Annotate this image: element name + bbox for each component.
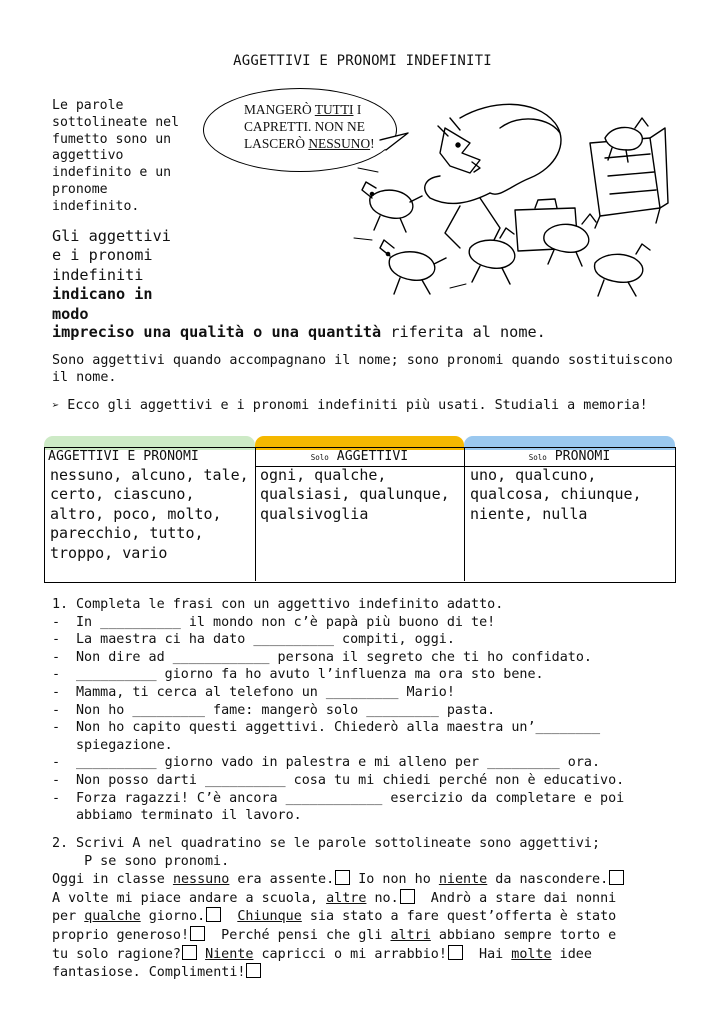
underlined-word: TUTTI [314, 102, 354, 117]
intro-text: Le parole sottolineate nel fumetto sono un aggettivo indefinito e un pronome indefinito. [52, 98, 180, 214]
underlined-word: NESSUNO [308, 136, 371, 151]
list-item: - Non dire ad ____________ persona il segreto che ti ho confidato. [52, 649, 592, 665]
answer-checkbox[interactable] [206, 907, 221, 922]
exercise-2: 2. Scrivi A nel quadratino se le parole sottolineate sono aggettivi; P se sono pronomi. Oggi in classe nessuno era assente. Io non ho niente da nascondere. A volte mi piace andare a scuola, altre no. Andrò a stare dai nonni per qualche giorno. Chiunque sia stato a fare quest’offerta è stato proprio generoso! Perché pensi che gli altri abbiano sempre torto e tu solo ragione? Niente capricci o mi arrabbio! Hai molte idee fantasiose. Complimenti! [52, 835, 692, 982]
list-item: - __________ giorno fa ho avuto l’influenza ma ora sto bene. [52, 667, 544, 683]
list-item: - Non posso darti __________ cosa tu mi chiedi perché non è educativo. [52, 772, 625, 788]
col3-cell: uno, qualcuno, qualcosa, chiunque, niente, nulla [470, 466, 642, 523]
indefiniti-table [44, 436, 675, 582]
list-item: - Forza ragazzi! C’è ancora ____________ esercizio da completare e poi [52, 790, 625, 806]
list-item: - Non ho capito questi aggettivi. Chiederò alla maestra un’________ [52, 720, 601, 736]
exercise-1-instruction: Completa le frasi con un aggettivo indefinito adatto. [76, 597, 504, 612]
speech-bubble-text: MANGERÒ TUTTI I CAPRETTI. NON NE LASCERÒ NESSUNO! [244, 102, 375, 151]
list-item: - Mamma, ti cerca al telefono un _________ Mario! [52, 684, 455, 700]
wolf-and-goats-illustration [350, 98, 670, 316]
definition-continued: impreciso una qualità o una quantità riferita al nome. [52, 323, 546, 341]
column-divider [255, 447, 256, 581]
col1-header: AGGETTIVI E PRONOMI [48, 449, 199, 464]
paragraph-usage: Sono aggettivi quando accompagnano il nome; sono pronomi quando sostituiscono il nome. [52, 353, 673, 386]
answer-checkbox[interactable] [190, 926, 205, 941]
answer-checkbox[interactable] [609, 870, 624, 885]
exercise-1: 1. Completa le frasi con un aggettivo indefinito adatto. - In __________ il mondo non c’è papà più buono di te! - La maestra ci ha dato __________ compiti, oggi. - Non dire ad ____________ persona il segreto che ti ho confidato. - __________ giorno fa ho avuto l’influenza ma ora sto bene. - Mamma, ti cerca al telefono un _________ Mario! - Non ho _________ fame: mangerò solo _________ pasta. - Non ho capito questi aggettivi. Chiederò alla maestra un’________ spiegazione. - __________ giorno vado in palestra e mi alleno per _________ ora. - Non posso darti __________ cosa tu mi chiedi perché non è educativo. - Forza ragazzi! C’è ancora ____________ esercizio da completare e poi abbiamo terminato il lavoro. [52, 596, 692, 825]
list-item: - In __________ il mondo non c’è papà più buono di te! [52, 614, 496, 630]
answer-checkbox[interactable] [400, 889, 415, 904]
definition-block: Gli aggettivi e i pronomi indefiniti indicano in modo [52, 227, 171, 323]
col1-cell: nessuno, alcuno, tale, certo, ciascuno, altro, poco, molto, parecchio, tutto, troppo, vario [50, 466, 249, 562]
paragraph-study: ➢ Ecco gli aggettivi e i pronomi indefiniti più usati. Studiali a memoria! [52, 398, 648, 413]
answer-checkbox[interactable] [448, 945, 463, 960]
col2-cell: ogni, qualche, qualsiasi, qualunque, qualsivoglia [260, 466, 450, 523]
answer-checkbox[interactable] [246, 963, 261, 978]
answer-checkbox[interactable] [335, 870, 350, 885]
list-item: - Non ho _________ fame: mangerò solo _________ pasta. [52, 702, 496, 718]
column-divider [464, 447, 465, 581]
arrow-bullet-icon: ➢ [52, 398, 60, 412]
answer-checkbox[interactable] [182, 945, 197, 960]
list-item: - __________ giorno vado in palestra e mi alleno per _________ ora. [52, 755, 601, 771]
list-item: - La maestra ci ha dato __________ compiti, oggi. [52, 632, 455, 648]
col2-header: Solo AGGETTIVI [310, 449, 409, 464]
page-title: AGGETTIVI E PRONOMI INDEFINITI [233, 53, 492, 69]
exercise-2-instruction: Scrivi A nel quadratino se le parole sottolineate sono aggettivi; [76, 836, 601, 851]
col3-header: Solo PRONOMI [528, 449, 611, 464]
